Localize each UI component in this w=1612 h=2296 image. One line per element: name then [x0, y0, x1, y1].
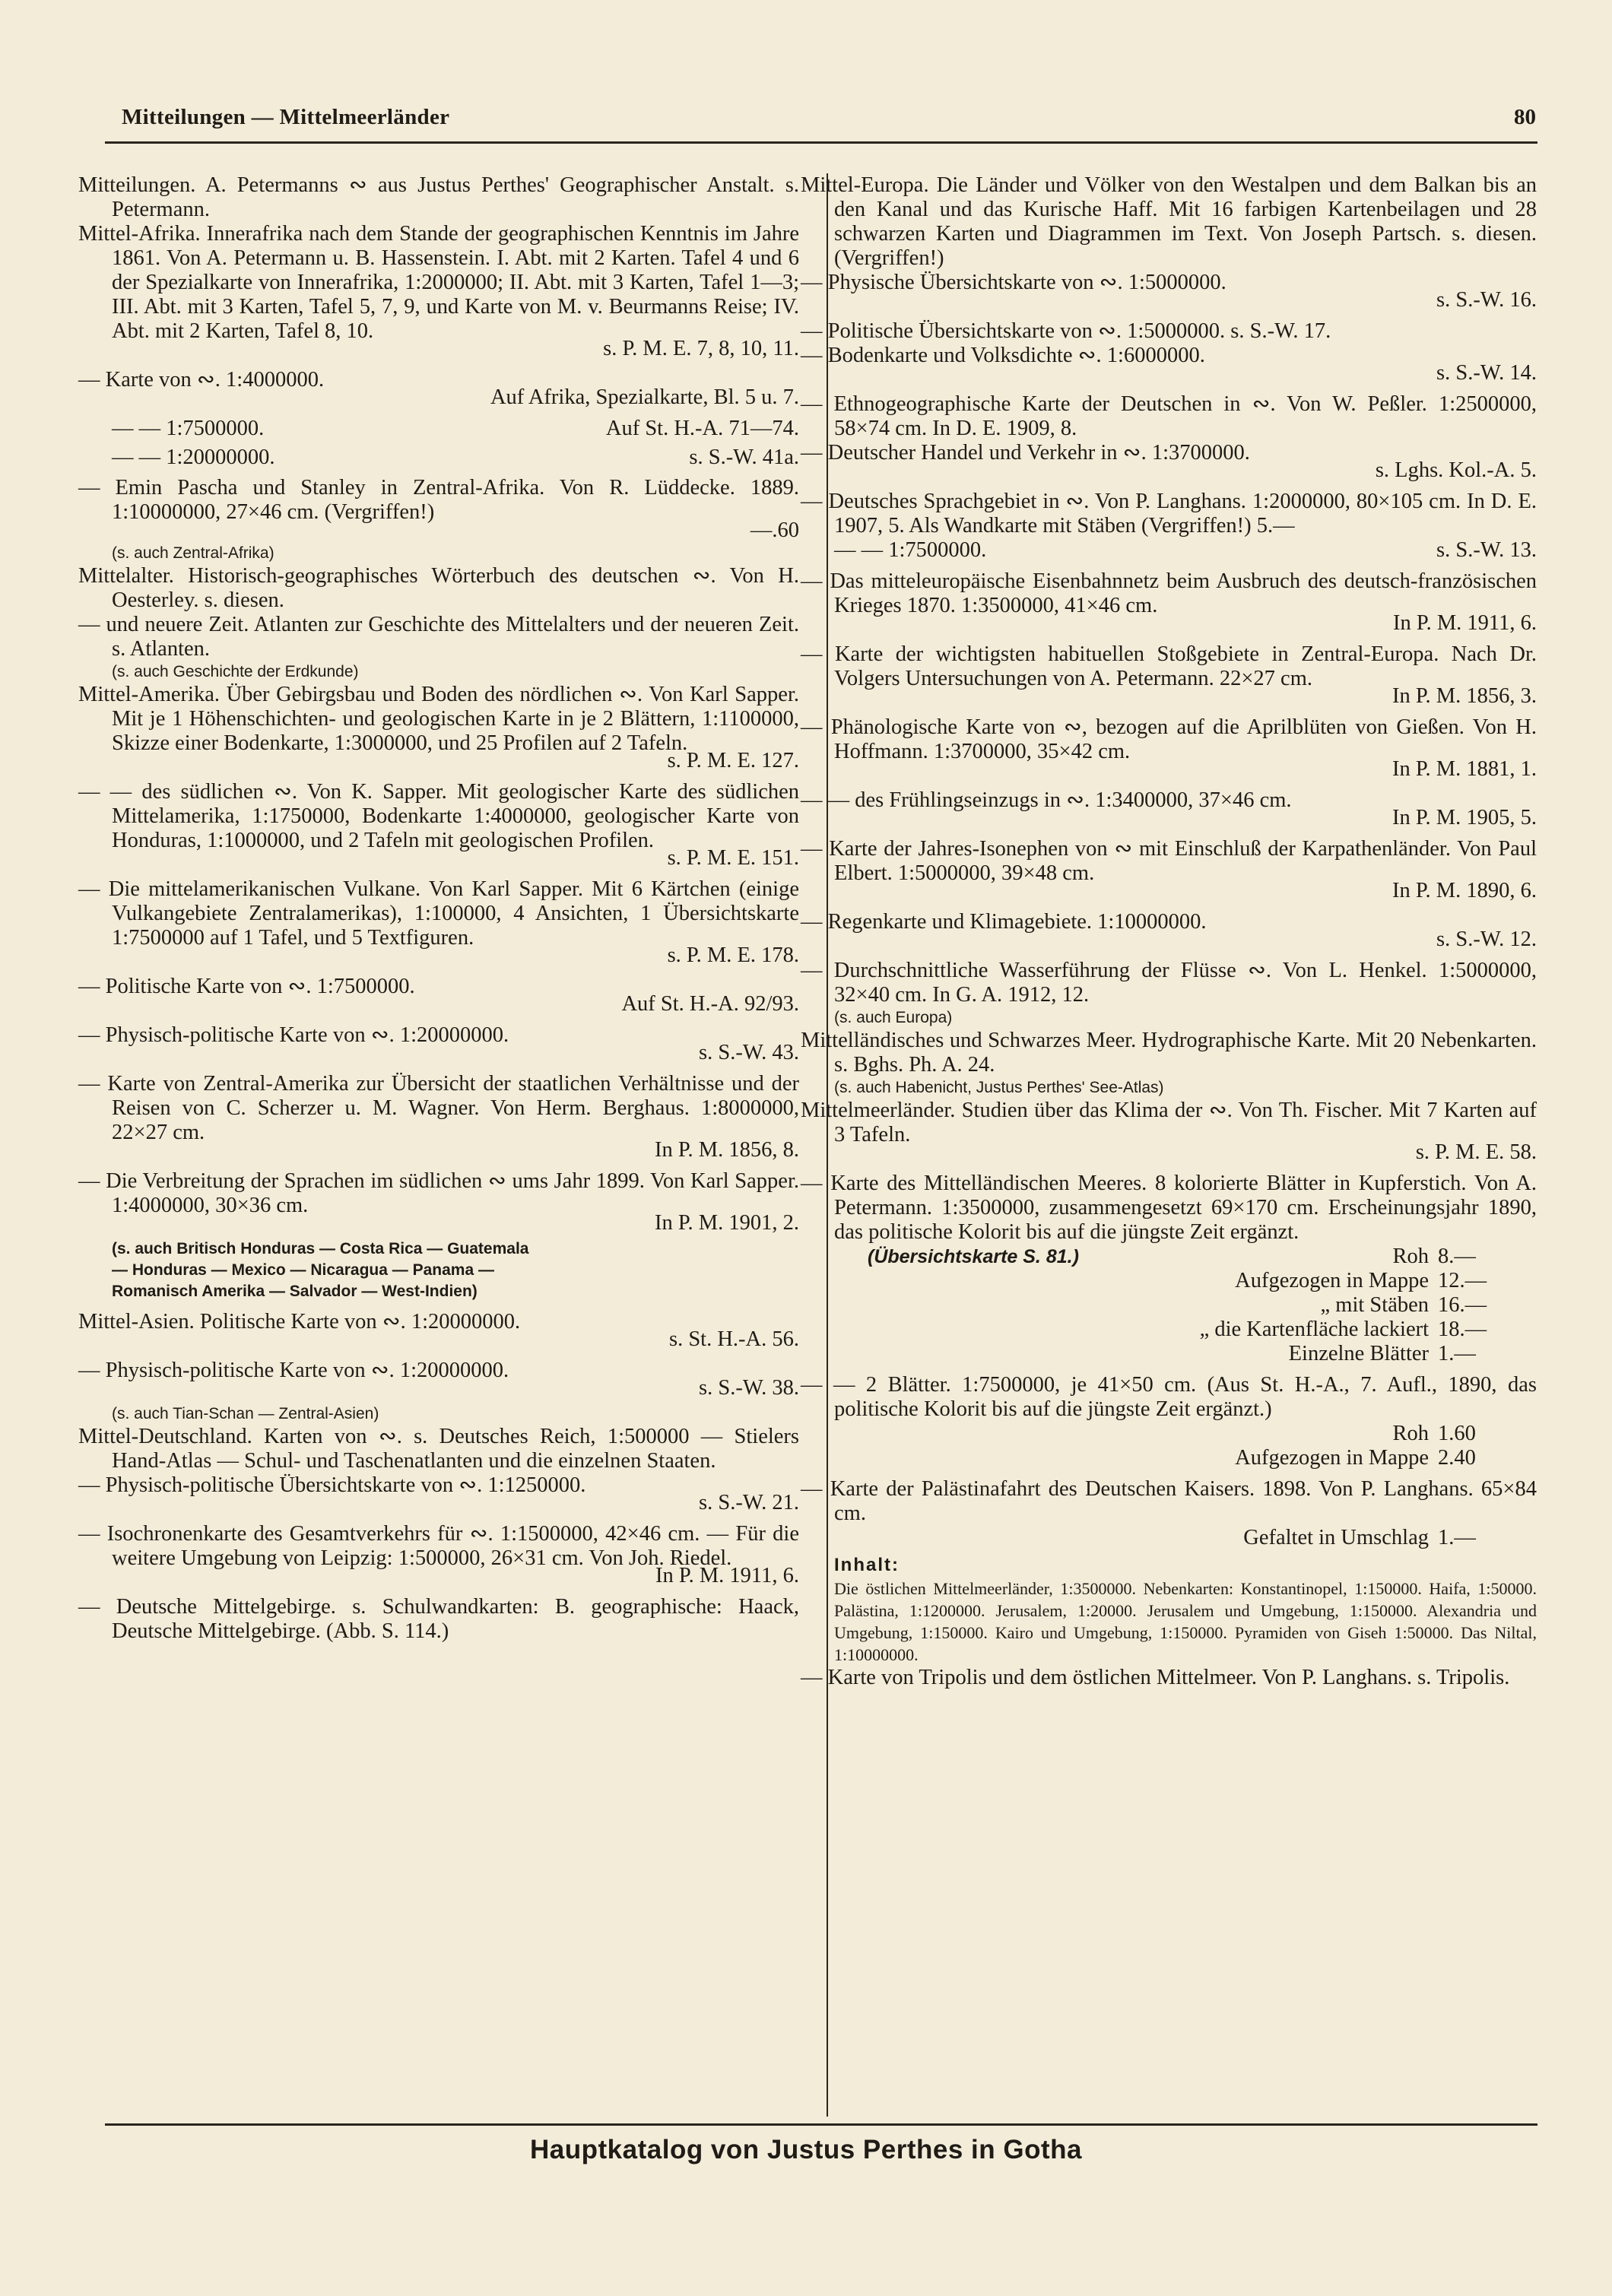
entry-ref: s. Lghs. Kol.-A. 5. — [1375, 458, 1537, 482]
entry-sub: — und neuere Zeit. Atlanten zur Geschichte des Mittelalters und der neueren Zeit. s. Atlanten. — [78, 613, 799, 661]
entry-sub: — Physisch-politische Karte von ∾. 1:20000000. — [78, 1359, 509, 1382]
cross-reference: (s. auch Britisch Honduras — Costa Rica — Guatemala — Honduras — Mexico — Nicaragua — Panama — Romanisch Amerika — Salvador — West-Indien) — [112, 1240, 529, 1300]
entry-ref: In P. M. 1905, 5. — [1391, 806, 1537, 829]
entry-ref: s. S.-W. 43. — [699, 1041, 799, 1064]
entry-ref: In P. M. 1856, 3. — [1391, 684, 1537, 708]
entry-mittel-afrika: Mittel-Afrika. Innerafrika nach dem Stande der geographischen Kenntnis im Jahre 1861. Von A. Petermann u. B. Hassenstein. I. Abt. mit 2 Karten. Tafel 4 und 6 der Spezialkarte von Innerafrika, 1:2000000; II. Abt. mit 3 Karten, Tafel 1—3; III. Abt. mit 3 Karten, Tafel 5, 7, 9, und Karte von M. v. Beurmanns Reise; IV. Abt. mit 2 Karten, Tafel 8, 10. — [78, 222, 799, 343]
entry-sub: — — 2 Blätter. 1:7500000, je 41×50 cm. (Aus St. H.-A., 7. Aufl., 1890, das politische Kolorit bis auf die jüngste Zeit ergänzt.) — [801, 1373, 1537, 1421]
price-line: „ die Kartenfläche lackiert 18.— — [1199, 1318, 1487, 1341]
entry-sub: — Karte der Jahres-Isonephen von ∾ mit Einschluß der Karpathenländer. Von Paul Elbert. 1:5000000, 39×48 cm. — [801, 837, 1537, 885]
entry-mittel-asien: Mittel-Asien. Politische Karte von ∾. 1:20000000. — [78, 1310, 521, 1334]
cross-reference: (s. auch Europa) — [834, 1009, 953, 1026]
entry-ref: s. P. M. E. 178. — [667, 943, 799, 967]
header-rule — [105, 141, 1537, 144]
entry-sub: — Karte von Tripolis und dem östlichen Mittelmeer. Von P. Langhans. s. Tripolis. — [801, 1666, 1510, 1689]
entry-sub: — — 1:7500000. s. S.-W. 13. — [834, 538, 1537, 562]
entry-sub: — Regenkarte und Klimagebiete. 1:10000000. — [801, 910, 1207, 934]
entry-ref: s. P. M. E. 151. — [667, 846, 799, 870]
entry-ref: Auf Afrika, Spezialkarte, Bl. 5 u. 7. — [490, 385, 799, 409]
cross-reference: (s. auch Zentral-Afrika) — [112, 544, 274, 562]
page-number: 80 — [1514, 105, 1536, 129]
entry-sub: — Physische Übersichtskarte von ∾. 1:5000000. — [801, 271, 1226, 294]
entry-ref: s. S.-W. 12. — [1436, 928, 1537, 951]
entry-sub: — — 1:20000000. s. S.-W. 41a. — [112, 446, 799, 469]
price-line: Roh 1.60 — [1392, 1422, 1476, 1445]
price-line: Aufgezogen in Mappe 2.40 — [1235, 1446, 1476, 1470]
entry-ref: In P. M. 1911, 6. — [1393, 611, 1537, 635]
entry-sub: — — 1:7500000. Auf St. H.-A. 71—74. — [112, 417, 799, 440]
cross-reference: (s. auch Geschichte der Erdkunde) — [112, 663, 359, 680]
entry-sub: — Phänologische Karte von ∾, bezogen auf die Aprilblüten von Gießen. Von H. Hoffmann. 1:3700000, 35×42 cm. — [801, 715, 1537, 763]
entry-sub: — Politische Karte von ∾. 1:7500000. — [78, 975, 415, 998]
entry-sub: — Karte von Zentral-Amerika zur Übersicht der staatlichen Verhältnisse und der Reisen von C. Scherzer u. M. Wagner. Von Herm. Berghaus. 1:8000000, 22×27 cm. — [78, 1072, 799, 1144]
entry-sub: — Bodenkarte und Volksdichte ∾. 1:6000000. — [801, 344, 1205, 367]
entry-sub: — Physisch-politische Karte von ∾. 1:20000000. — [78, 1023, 509, 1047]
entry-ref: In P. M. 1881, 1. — [1391, 757, 1537, 781]
entry-sub: — Die Verbreitung der Sprachen im südlichen ∾ ums Jahr 1899. Von Karl Sapper. 1:4000000, 30×36 cm. — [78, 1169, 799, 1217]
entry-sub: — Deutsches Sprachgebiet in ∾. Von P. Langhans. 1:2000000, 80×105 cm. In D. E. 1907, 5. Als Wandkarte mit Stäben (Vergriffen!) 5.— — [801, 490, 1537, 538]
entry-mittelmeerlaender: Mittelmeerländer. Studien über das Klima der ∾. Von Th. Fischer. Mit 7 Karten auf 3 Tafeln. — [801, 1099, 1537, 1146]
entry-sub: — Isochronenkarte des Gesamtverkehrs für ∾. 1:1500000, 42×46 cm. — Für die weitere Umgebung von Leipzig: 1:500000, 26×31 cm. Von Joh. Riedel. — [78, 1522, 799, 1570]
footer-rule — [105, 2123, 1537, 2126]
entry-sub: — Karte des Mittelländischen Meeres. 8 kolorierte Blätter in Kupferstich. Von A. Petermann. 1:3500000, zusammengesetzt 69×170 cm. Erscheinungsjahr 1890, das politische Kolorit bis auf die jüngste Zeit ergänzt. — [801, 1172, 1537, 1244]
entry-ref: Auf St. H.-A. 92/93. — [621, 992, 799, 1016]
price-line: Aufgezogen in Mappe 12.— — [1235, 1269, 1487, 1292]
entry-ref: s. St. H.-A. 56. — [668, 1327, 799, 1351]
entry-sub: — Karte von ∾. 1:4000000. — [78, 368, 325, 392]
entry-ref: In P. M. 1890, 6. — [1391, 879, 1537, 902]
left-column — [78, 173, 799, 1644]
price-line: (Übersichtskarte S. 81.) Roh 8.— — [868, 1245, 1476, 1268]
contents-list: Die östlichen Mittelmeerländer, 1:3500000. Nebenkarten: Konstantinopel, 1:150000. Haifa, 1:50000. Palästina, 1:1200000. Jerusalem, 1:20000. Jerusalem und Umgebung, 1:150000. Alexandria und Umgebung, 1:150000. Kairo und Umgebung, 1:150000. Pyramiden von Giseh 1:50000. Das Niltal, 1:10000000. — [834, 1579, 1537, 1664]
entry-mitteilungen: Mitteilungen. A. Petermanns ∾ aus Justus Perthes' Geographischer Anstalt. s. Petermann. — [78, 173, 799, 221]
entry-ref: s. S.-W. 14. — [1436, 361, 1537, 385]
entry-ref: In P. M. 1911, 6. — [655, 1564, 799, 1587]
entry-sub: — Physisch-politische Übersichtskarte von ∾. 1:1250000. — [78, 1473, 586, 1497]
entry-ref: s. P. M. E. 7, 8, 10, 11. — [603, 337, 799, 360]
entry-sub: — — des Frühlingseinzugs in ∾. 1:3400000, 37×46 cm. — [801, 788, 1292, 812]
entry-sub: — Politische Übersichtskarte von ∾. 1:5000000. s. S.-W. 17. — [801, 319, 1331, 343]
contents-heading: Inhalt: — [834, 1555, 900, 1575]
entry-mittel-europa: Mittel-Europa. Die Länder und Völker von den Westalpen und dem Balkan bis an den Kanal und das Kurische Haff. Mit 16 farbigen Kartenbeilagen und 28 schwarzen Karten und Diagrammen im Text. Von Joseph Partsch. s. diesen. (Vergriffen!) — [801, 173, 1537, 270]
entry-mittellaendisches-meer: Mittelländisches und Schwarzes Meer. Hydrographische Karte. Mit 20 Nebenkarten. s. Bghs. Ph. A. 24. — [801, 1029, 1537, 1077]
price-line: Gefaltet in Umschlag 1.— — [1243, 1526, 1476, 1549]
entry-sub: — Karte der Palästinafahrt des Deutschen Kaisers. 1898. Von P. Langhans. 65×84 cm. — [801, 1477, 1537, 1525]
publisher-footer: Hauptkatalog von Justus Perthes in Gotha — [530, 2135, 1082, 2164]
entry-price: —.60 — [750, 519, 799, 542]
running-header — [122, 105, 1536, 135]
cross-reference: (s. auch Habenicht, Justus Perthes' See-Atlas) — [834, 1079, 1164, 1096]
entry-sub: — Die mittelamerikanischen Vulkane. Von Karl Sapper. Mit 6 Kärtchen (einige Vulkangebiete Zentralamerikas), 1:100000, 4 Ansichten, 1 Übersichtskarte 1:7500000 auf 1 Tafel, und 5 Textfiguren. — [78, 877, 799, 950]
entry-sub: — — des südlichen ∾. Von K. Sapper. Mit geologischer Karte des südlichen Mittelamerika, 1:1750000, Bodenkarte 1:4000000, geologischer Karte von Honduras, 1:1000000, und 2 Tafeln mit geologischen Profilen. — [78, 780, 799, 852]
entry-ref: s. P. M. E. 58. — [1415, 1140, 1537, 1164]
entry-ref: s. S.-W. 21. — [699, 1491, 799, 1514]
entry-sub: — Emin Pascha und Stanley in Zentral-Afrika. Von R. Lüddecke. 1889. 1:10000000, 27×46 cm. (Vergriffen!) — [78, 476, 799, 524]
entry-mittel-deutschland: Mittel-Deutschland. Karten von ∾. s. Deutsches Reich, 1:500000 — Stielers Hand-Atlas — Schul- und Taschenatlanten und die einzelnen Staaten. — [78, 1425, 799, 1473]
entry-ref: s. P. M. E. 127. — [667, 749, 799, 772]
entry-sub: — Das mitteleuropäische Eisenbahnnetz beim Ausbruch des deutsch-französischen Krieges 1870. 1:3500000, 41×46 cm. — [801, 569, 1537, 617]
entry-sub: — Ethnogeographische Karte der Deutschen in ∾. Von W. Peßler. 1:2500000, 58×74 cm. In D. E. 1909, 8. — [801, 392, 1537, 440]
price-line: Einzelne Blätter 1.— — [1288, 1342, 1476, 1365]
entry-sub: — Deutsche Mittelgebirge. s. Schulwandkarten: B. geographische: Haack, Deutsche Mittelgebirge. (Abb. S. 114.) — [78, 1595, 799, 1643]
entry-sub: — Karte der wichtigsten habituellen Stoßgebiete in Zentral-Europa. Nach Dr. Volgers Untersuchungen von A. Petermann. 22×27 cm. — [801, 642, 1537, 690]
cross-reference: (s. auch Tian-Schan — Zentral-Asien) — [112, 1405, 379, 1422]
entry-ref: In P. M. 1856, 8. — [654, 1138, 799, 1162]
entry-ref: In P. M. 1901, 2. — [654, 1211, 799, 1235]
entry-ref: s. S.-W. 38. — [699, 1376, 799, 1400]
price-line: „ mit Stäben 16.— — [1320, 1293, 1487, 1317]
entry-mittelalter: Mittelalter. Historisch-geographisches Wörterbuch des deutschen ∾. Von H. Oesterley. s. diesen. — [78, 564, 799, 612]
header-title: Mitteilungen — Mittelmeerländer — [122, 105, 450, 129]
entry-ref: s. S.-W. 16. — [1436, 288, 1537, 312]
entry-sub: — Deutscher Handel und Verkehr in ∾. 1:3700000. — [801, 441, 1250, 465]
entry-mittel-amerika: Mittel-Amerika. Über Gebirgsbau und Boden des nördlichen ∾. Von Karl Sapper. Mit je 1 Höhenschichten- und geologischen Karte in je 2 Blättern, 1:1100000, Skizze einer Bodenkarte, 1:3000000, und 25 Profilen auf 2 Tafeln. — [78, 683, 799, 755]
right-column — [801, 173, 1537, 1690]
entry-sub: — Durchschnittliche Wasserführung der Flüsse ∾. Von L. Henkel. 1:5000000, 32×40 cm. In G. A. 1912, 12. — [801, 959, 1537, 1007]
